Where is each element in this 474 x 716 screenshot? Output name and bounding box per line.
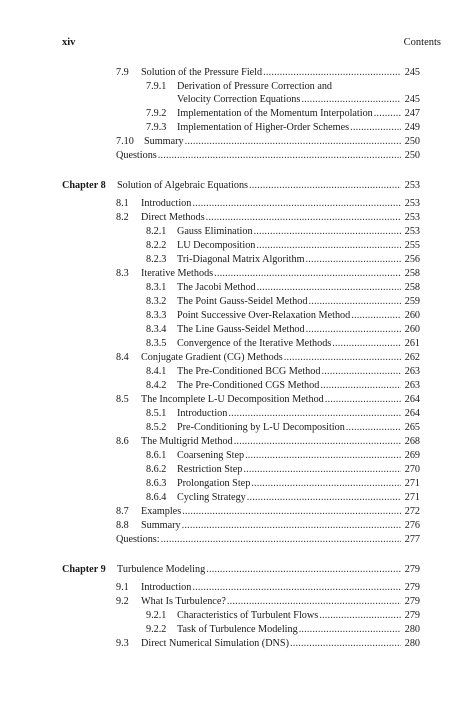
page-reference: 279 (404, 564, 420, 575)
section-title: Turbulence Modeling (117, 564, 206, 575)
dot-leader (214, 267, 401, 281)
section-title: Summary (141, 520, 181, 531)
dot-leader (228, 407, 401, 421)
page-reference: 270 (404, 464, 420, 475)
section-number: 8.4.2 (146, 380, 167, 391)
toc-entry (0, 637, 474, 651)
page-reference: 247 (404, 108, 420, 119)
dot-leader (206, 211, 401, 225)
toc-entry (0, 477, 474, 491)
page-reference: 253 (404, 226, 420, 237)
page-reference: 280 (404, 638, 420, 649)
page-reference: 263 (404, 366, 420, 377)
toc-entry (0, 253, 474, 267)
section-number: 7.9.3 (146, 122, 167, 133)
toc-entry (0, 435, 474, 449)
dot-leader (320, 379, 401, 393)
section-number: 9.2 (116, 596, 129, 607)
section-title: Convergence of the Iterative Methods (177, 338, 332, 349)
page-reference: 264 (404, 394, 420, 405)
page-reference: 261 (404, 338, 420, 349)
section-number: 8.2.2 (146, 240, 167, 251)
toc-entry (0, 407, 474, 421)
toc-entry (0, 449, 474, 463)
section-title: Prolongation Step (177, 478, 251, 489)
dot-leader (290, 637, 401, 651)
dot-leader (351, 309, 401, 323)
page-reference: 265 (404, 422, 420, 433)
toc-entry (0, 421, 474, 435)
page-reference: 253 (404, 198, 420, 209)
toc-entry (0, 595, 474, 609)
toc-entry (0, 80, 474, 94)
section-title: Examples (141, 506, 182, 517)
section-title: Restriction Step (177, 464, 243, 475)
toc-entry (0, 225, 474, 239)
dot-leader (301, 93, 401, 107)
dot-leader (185, 135, 401, 149)
section-number: 8.3 (116, 268, 129, 279)
page-reference: 245 (404, 94, 420, 105)
section-number: 8.6.4 (146, 492, 167, 503)
dot-leader (319, 609, 401, 623)
chapter-label: Chapter 9 (62, 564, 106, 575)
section-number: 8.5.2 (146, 422, 167, 433)
section-number: 8.5.1 (146, 408, 167, 419)
toc-entry (0, 351, 474, 365)
toc-entry (0, 581, 474, 595)
section-title: The Pre-Conditioned BCG Method (177, 366, 321, 377)
running-title: Contents (403, 37, 441, 48)
section-number: 8.2.1 (146, 226, 167, 237)
section-number: 7.9.2 (146, 108, 167, 119)
section-title: What Is Turbulence? (141, 596, 226, 607)
section-title: Characteristics of Turbulent Flows (177, 610, 319, 621)
dot-leader (234, 435, 401, 449)
section-number: 8.3.2 (146, 296, 167, 307)
page-reference: 264 (404, 408, 420, 419)
dot-leader (247, 491, 401, 505)
toc-entry (0, 323, 474, 337)
section-title: Implementation of Higher-Order Schemes (177, 122, 350, 133)
section-number: 8.6.1 (146, 450, 167, 461)
toc-entry (0, 609, 474, 623)
section-title: Implementation of the Momentum Interpolation (177, 108, 373, 119)
section-title: Velocity Correction Equations (177, 94, 301, 105)
toc-entry (0, 365, 474, 379)
section-number: 9.3 (116, 638, 129, 649)
dot-leader (254, 225, 401, 239)
page-reference: 253 (404, 212, 420, 223)
section-title: The Point Gauss-Seidel Method (177, 296, 308, 307)
dot-leader (306, 323, 401, 337)
section-number: 8.6 (116, 436, 129, 447)
dot-leader (256, 239, 401, 253)
page-reference: 279 (404, 610, 420, 621)
section-title: LU Decomposition (177, 240, 256, 251)
section-number: 8.4.1 (146, 366, 167, 377)
toc-entry (0, 267, 474, 281)
section-number: 8.6.2 (146, 464, 167, 475)
toc-entry (0, 281, 474, 295)
section-number: 8.3.4 (146, 324, 167, 335)
dot-leader (182, 505, 401, 519)
page-reference: 276 (404, 520, 420, 531)
section-number: 9.1 (116, 582, 129, 593)
section-title: Point Successive Over-Relaxation Method (177, 310, 351, 321)
section-number: 8.7 (116, 506, 129, 517)
dot-leader (350, 121, 401, 135)
section-title: Questions (116, 150, 157, 161)
toc-entry (0, 393, 474, 407)
section-title: Solution of Algebraic Equations (117, 180, 249, 191)
page-number: xiv (62, 37, 76, 48)
dot-leader (227, 595, 401, 609)
section-title: Questions: (116, 534, 160, 545)
page-reference: 260 (404, 324, 420, 335)
page-reference: 258 (404, 268, 420, 279)
page-reference: 255 (404, 240, 420, 251)
section-title: Pre-Conditioning by L-U Decomposition (177, 422, 345, 433)
page-reference: 272 (404, 506, 420, 517)
page-reference: 258 (404, 282, 420, 293)
page-reference: 262 (404, 352, 420, 363)
section-number: 7.10 (116, 136, 134, 147)
section-title: Task of Turbulence Modeling (177, 624, 298, 635)
toc-entry (0, 505, 474, 519)
section-number: 8.2 (116, 212, 129, 223)
dot-leader (182, 519, 401, 533)
section-title: Cycling Strategy (177, 492, 246, 503)
dot-leader (251, 477, 401, 491)
section-number: 8.6.3 (146, 478, 167, 489)
section-title: Solution of the Pressure Field (141, 67, 263, 78)
section-title: Coarsening Step (177, 450, 245, 461)
page-reference: 279 (404, 582, 420, 593)
dot-leader (299, 623, 401, 637)
section-title: Gauss Elimination (177, 226, 253, 237)
page-reference: 249 (404, 122, 420, 133)
dot-leader (374, 107, 401, 121)
dot-leader (308, 295, 401, 309)
page-reference: 250 (404, 150, 420, 161)
section-number: 9.2.2 (146, 624, 167, 635)
section-title: Conjugate Gradient (CG) Methods (141, 352, 283, 363)
page-reference: 260 (404, 310, 420, 321)
toc-entry (0, 337, 474, 351)
dot-leader (158, 149, 401, 163)
dot-leader (306, 253, 401, 267)
page-reference: 250 (404, 136, 420, 147)
section-number: 8.3.5 (146, 338, 167, 349)
chapter-entry (0, 179, 474, 193)
section-title: The Jacobi Method (177, 282, 256, 293)
toc-entry (0, 519, 474, 533)
toc-entry (0, 121, 474, 135)
section-number: 8.3.1 (146, 282, 167, 293)
toc-entry (0, 107, 474, 121)
page-reference: 271 (404, 492, 420, 503)
dot-leader (192, 197, 401, 211)
page-reference: 245 (404, 67, 420, 78)
page-reference: 269 (404, 450, 420, 461)
section-title: Summary (144, 136, 184, 147)
toc-entry (0, 491, 474, 505)
dot-leader (346, 421, 401, 435)
toc-entry (0, 135, 474, 149)
toc-entry (0, 211, 474, 225)
toc-entry (0, 533, 474, 547)
page-reference: 256 (404, 254, 420, 265)
toc-entry (0, 239, 474, 253)
chapter-label: Chapter 8 (62, 180, 106, 191)
dot-leader (249, 179, 401, 193)
dot-leader (192, 581, 401, 595)
section-title: The Pre-Conditioned CGS Method (177, 380, 320, 391)
page-reference: 280 (404, 624, 420, 635)
section-title: Introduction (177, 408, 228, 419)
page-reference: 263 (404, 380, 420, 391)
toc-entry (0, 149, 474, 163)
page-reference: 271 (404, 478, 420, 489)
toc-entry (0, 66, 474, 80)
dot-leader (332, 337, 401, 351)
dot-leader (321, 365, 401, 379)
page-reference: 268 (404, 436, 420, 447)
section-number: 8.8 (116, 520, 129, 531)
section-number: 8.4 (116, 352, 129, 363)
dot-leader (243, 463, 401, 477)
dot-leader (245, 449, 401, 463)
dot-leader (257, 281, 401, 295)
page-reference: 279 (404, 596, 420, 607)
section-title: The Incomplete L-U Decomposition Method (141, 394, 324, 405)
page-reference: 277 (404, 534, 420, 545)
section-number: 9.2.1 (146, 610, 167, 621)
page-reference: 253 (404, 180, 420, 191)
section-number: 8.2.3 (146, 254, 167, 265)
section-title: Iterative Methods (141, 268, 214, 279)
toc-entry (0, 463, 474, 477)
dot-leader (206, 563, 401, 577)
section-number: 7.9.1 (146, 81, 167, 92)
toc-entry (0, 623, 474, 637)
toc-entry (0, 379, 474, 393)
section-title: The Multigrid Method (141, 436, 233, 447)
section-title: Tri-Diagonal Matrix Algorithm (177, 254, 305, 265)
toc-entry (0, 309, 474, 323)
toc-entry (0, 295, 474, 309)
section-title: Derivation of Pressure Correction and (177, 81, 333, 92)
section-number: 8.1 (116, 198, 129, 209)
section-number: 7.9 (116, 67, 129, 78)
toc-entry (0, 93, 474, 107)
page-reference: 259 (404, 296, 420, 307)
chapter-entry (0, 563, 474, 577)
dot-leader (325, 393, 401, 407)
dot-leader (284, 351, 401, 365)
dot-leader (161, 533, 401, 547)
section-number: 8.5 (116, 394, 129, 405)
section-title: The Line Gauss-Seidel Method (177, 324, 305, 335)
section-title: Introduction (141, 582, 192, 593)
section-title: Direct Numerical Simulation (DNS) (141, 638, 289, 649)
dot-leader (263, 66, 401, 80)
section-number: 8.3.3 (146, 310, 167, 321)
section-title: Introduction (141, 198, 192, 209)
section-title: Direct Methods (141, 212, 205, 223)
toc-entry (0, 197, 474, 211)
